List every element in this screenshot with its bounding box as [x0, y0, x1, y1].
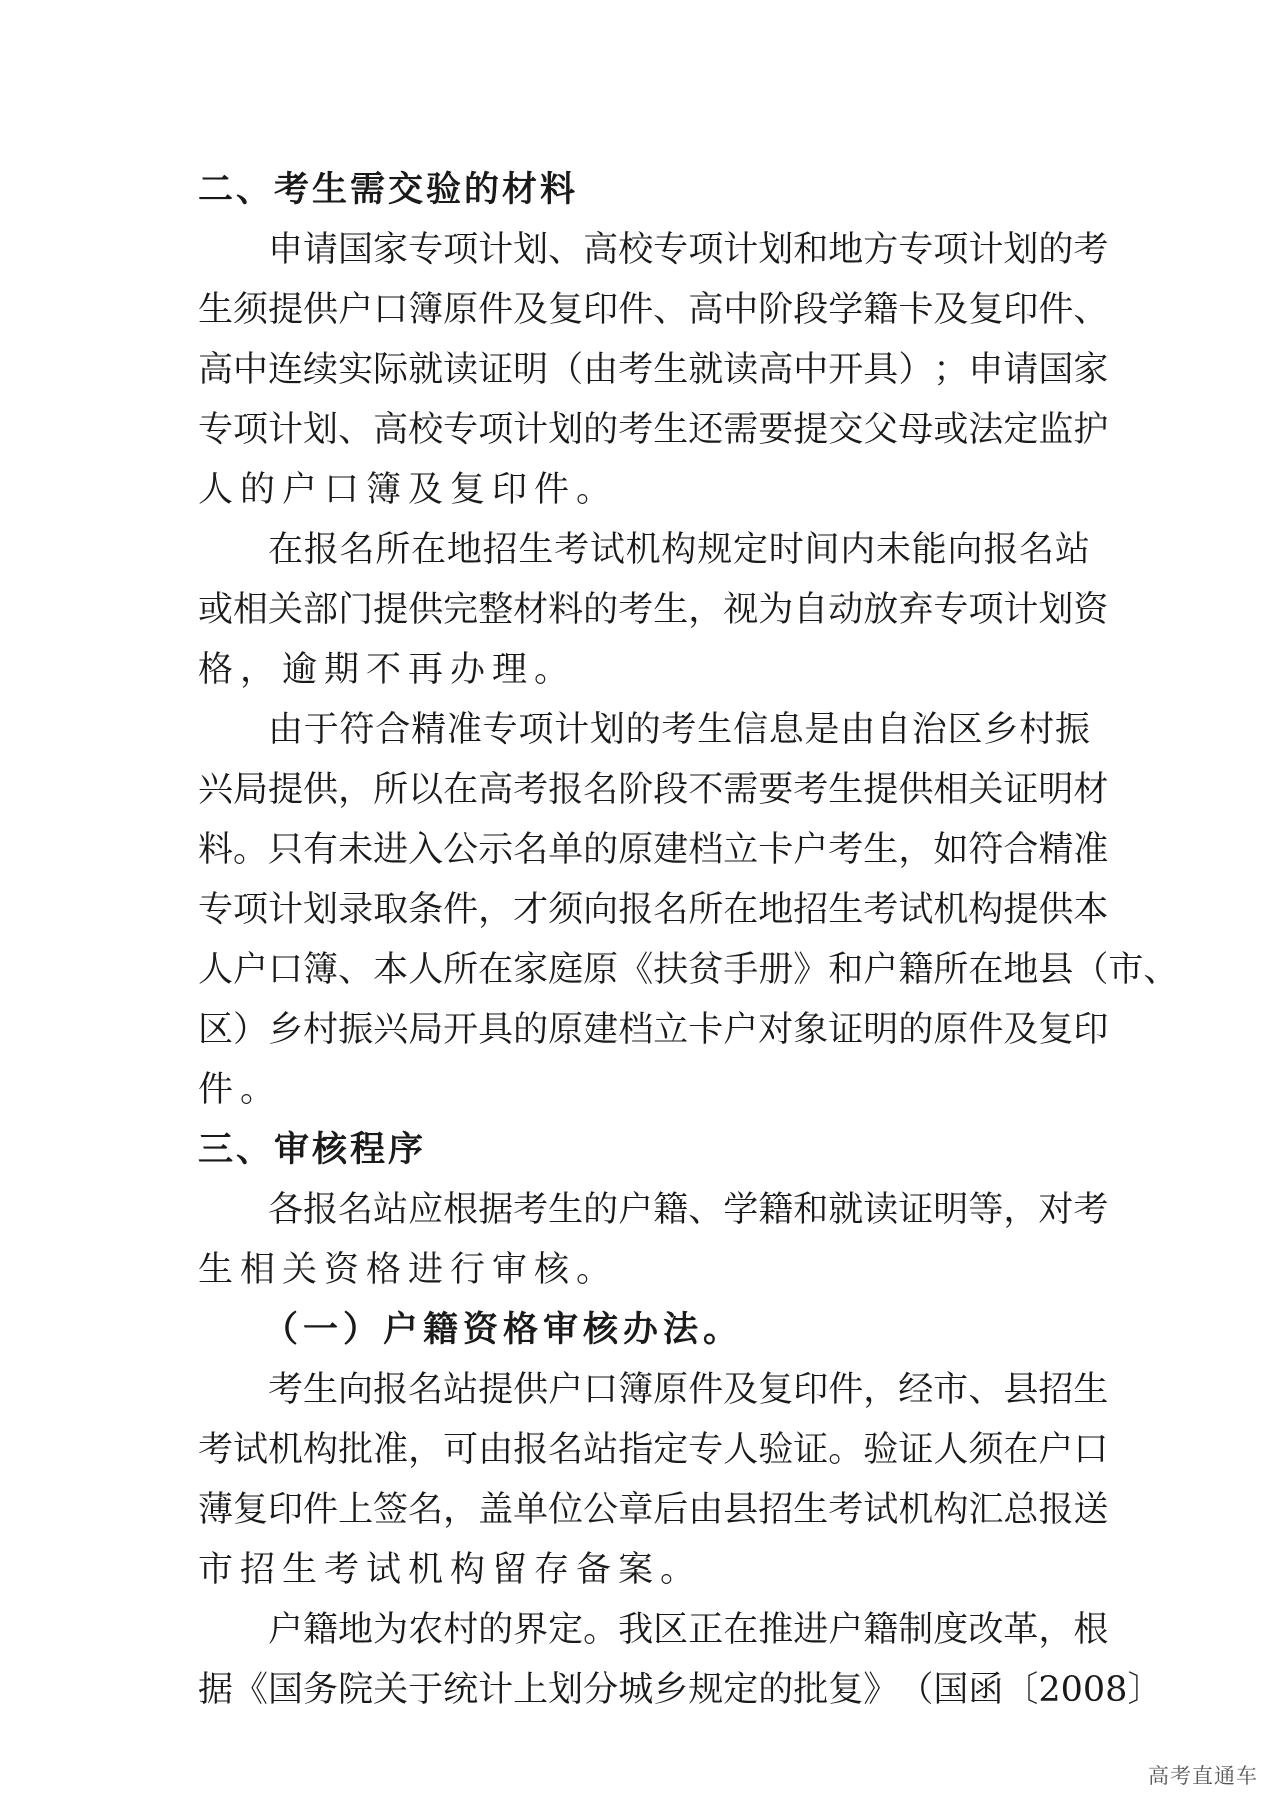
text-line-content: 专 项 计 划 录 取 条 件 ， 才 须 向 报 名 所 在 地 招 生 考 试 机 构 提 供 本: [198, 890, 1109, 930]
text-line-content: 薄 复 印 件 上 签 名 ， 盖 单 位 公 章 后 由 县 招 生 考 试 机 构 汇 总 报 送: [198, 1490, 1109, 1530]
text-line: [198, 220, 1109, 280]
text-line-content: 据 《 国 务 院 关 于 统 计 上 划 分 城 乡 规 定 的 批 复 》 （ 国 函 〔 2008 〕: [198, 1670, 1163, 1710]
text-line: [198, 760, 1109, 820]
text-line-content: 申 请 国 家 专 项 计 划 、 高 校 专 项 计 划 和 地 方 专 项 计 划 的 考: [268, 230, 1109, 270]
text-line: [198, 1660, 1163, 1720]
document-page: [198, 160, 1179, 1720]
text-line: [198, 820, 1109, 880]
watermark-label: 高考直通车: [1148, 1764, 1258, 1788]
text-line: [198, 400, 1109, 460]
text-line: [198, 880, 1109, 940]
subsection-heading: （一）户籍资格审核办法。: [263, 1309, 744, 1350]
text-line: [198, 1420, 1109, 1480]
text-line: [198, 520, 1090, 580]
text-line: [198, 1480, 1109, 1540]
text-line-content: 生 须 提 供 户 口 簿 原 件 及 复 印 件 、 高 中 阶 段 学 籍 卡 及 复 印 件 、: [198, 290, 1109, 330]
text-line-content: 人 户 口 簿 、 本 人 所 在 家 庭 原 《 扶 贫 手 册 》 和 户 籍 所 在 地 县 （ 市 、: [198, 950, 1179, 990]
text-line-content: 在 报 名 所 在 地 招 生 考 试 机 构 规 定 时 间 内 未 能 向 报 名 站: [268, 530, 1090, 570]
text-line: [198, 700, 1090, 760]
section-heading: 二、考生需交验的材料: [198, 170, 579, 210]
text-line-content: 高 中 连 续 实 际 就 读 证 明 （ 由 考 生 就 读 高 中 开 具 ） ； 申 请 国 家: [198, 350, 1109, 390]
text-line-content: 考 试 机 构 批 准 ， 可 由 报 名 站 指 定 专 人 验 证 。 验 证 人 须 在 户 口: [198, 1430, 1109, 1470]
text-line-content: 由 于 符 合 精 准 专 项 计 划 的 考 生 信 息 是 由 自 治 区 乡 村 振: [268, 710, 1090, 750]
text-line-content: 料 。 只 有 未 进 入 公 示 名 单 的 原 建 档 立 卡 户 考 生 ， 如 符 合 精 准: [198, 830, 1109, 870]
text-line: [198, 1600, 1109, 1660]
text-line: [198, 1180, 1109, 1240]
text-line: [198, 1360, 1109, 1420]
text-line: [198, 940, 1179, 1000]
text-line-content: 兴 局 提 供 ， 所 以 在 高 考 报 名 阶 段 不 需 要 考 生 提 供 相 关 证 明 材: [198, 770, 1109, 810]
text-line-content: 专 项 计 划 、 高 校 专 项 计 划 的 考 生 还 需 要 提 交 父 母 或 法 定 监 护: [198, 410, 1109, 450]
text-line-content: 考 生 向 报 名 站 提 供 户 口 簿 原 件 及 复 印 件 ， 经 市 、 县 招 生: [268, 1370, 1109, 1410]
text-line-content: 各 报 名 站 应 根 据 考 生 的 户 籍 、 学 籍 和 就 读 证 明 等 ， 对 考: [268, 1190, 1109, 1230]
text-line: [198, 1000, 1109, 1060]
text-line: [198, 280, 1109, 340]
text-line-content: 或 相 关 部 门 提 供 完 整 材 料 的 考 生 ， 视 为 自 动 放 弃 专 项 计 划 资: [198, 590, 1109, 630]
text-line: 件。: [198, 1070, 283, 1110]
text-line-content: 区 ） 乡 村 振 兴 局 开 具 的 原 建 档 立 卡 户 对 象 证 明 的 原 件 及 复 印: [198, 1010, 1109, 1050]
text-line-content: 户 籍 地 为 农 村 的 界 定 。 我 区 正 在 推 进 户 籍 制 度 改 革 ， 根: [268, 1610, 1109, 1650]
text-line: [198, 340, 1109, 400]
text-line: 格，逾期不再办理。: [198, 650, 577, 690]
section-heading: 三、审核程序: [198, 1130, 427, 1170]
text-line: 市招生考试机构留存备案。: [198, 1550, 703, 1590]
text-line: 生相关资格进行审核。: [198, 1250, 619, 1290]
text-line: [198, 580, 1109, 640]
text-line: 人的户口簿及复印件。: [198, 470, 619, 510]
